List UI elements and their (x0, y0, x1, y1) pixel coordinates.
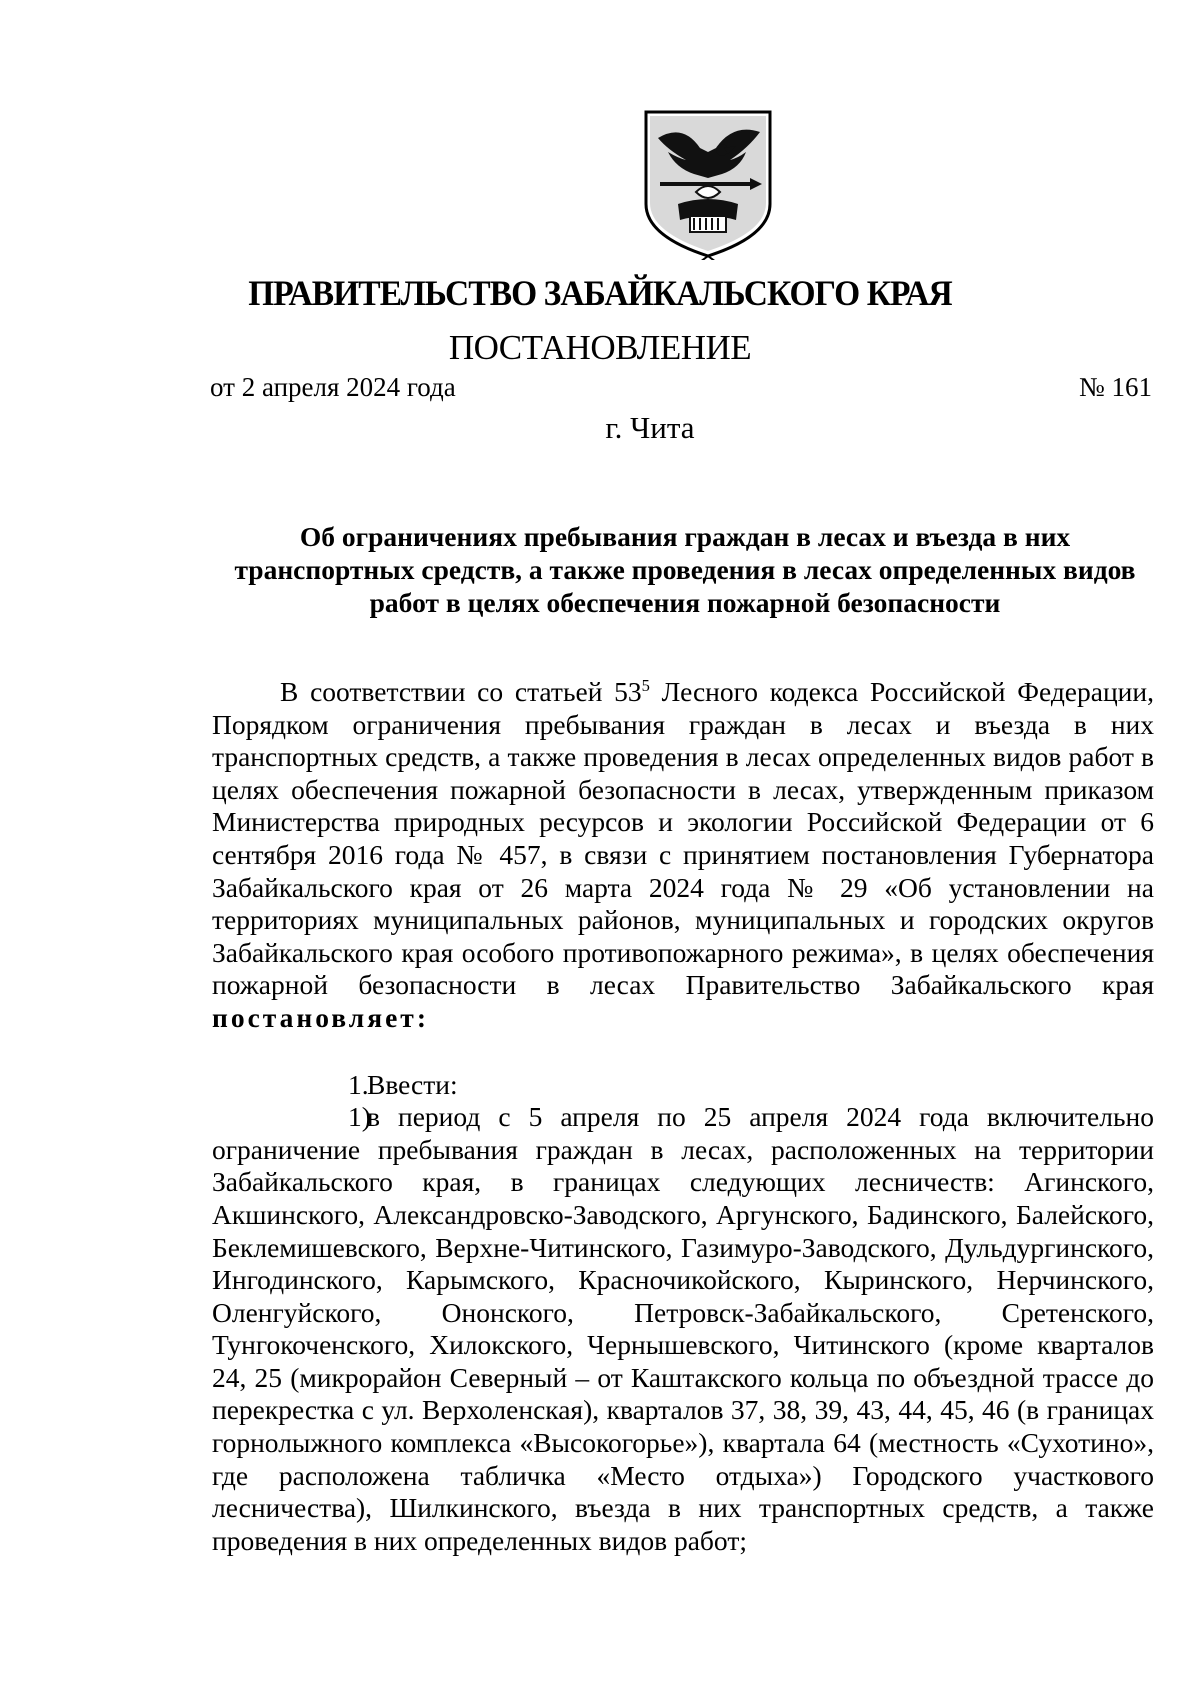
document-type: ПОСТАНОВЛЕНИЕ (448, 328, 752, 367)
document-title (215, 520, 1155, 619)
document-body (212, 676, 1154, 1557)
coat-of-arms-emblem-icon (638, 108, 778, 260)
preamble-paragraph (212, 676, 1154, 1035)
subitem-1 (212, 1101, 1154, 1557)
document-date: от 2 апреля 2024 года (210, 372, 456, 402)
item-1-number: 1. (348, 1068, 369, 1100)
decree-word: постановляет: (212, 1001, 429, 1033)
preamble-text: Лесного кодекса Российской Федерации, Порядком ограничения пребывания граждан в лесах и въезда в них транспортных средств, а также проведения в лесах определенных видов работ в целях обеспечения пожарной безопасности в лесах, утвержденным приказом Министерства природных ресурсов и экологии Российской Федерации от 6 сентября 2016 года № 457, в связи с принятием постановления Губернатора Забайкальского края от 26 марта 2024 года № 29 «Об установлении на территориях муниципальных районов, муниципальных и городских округов Забайкальского края особого противопожарного режима», в целях обеспечения пожарной безопасности в лесах Правительство Забайкальского края (212, 676, 1154, 1001)
document-number: № 161 (1078, 372, 1152, 402)
title-line-3: работ в целях обеспечения пожарной безопасности (369, 587, 1001, 618)
subitem-1-text: в период с 5 апреля по 25 апреля 2024 года включительно ограничение пребывания граждан в лесах, расположенных на территории Забайкальского края, в границах следующих лесничеств: Агинского, Акшинского, Александровско-Заводского, Аргунского, Бадинского, Балейского, Беклемишевского, Верхне-Читинского, Газимуро-Заводского, Дульдургинского, Ингодинского, Карымского, Красночикойского, Кыринского, Нерчинского, Оленгуйского, Ононского, Петровск-Забайкальского, Сретенского, Тунгокоченского, Хилокского, Чернышевского, Читинского (кроме кварталов 24, 25 (микрорайон Северный – от Каштакского кольца по объездной трассе до перекрестка с ул. Верхоленская), кварталов 37, 38, 39, 43, 44, 45, 46 (в границах горнолыжного комплекса «Высокогорье»), квартала 64 (местность «Сухотино», где расположена табличка «Место отдыха») Городского участкового лесничества), Шилкинского, въезда в них транспортных средств, а также проведения в них определенных видов работ; (212, 1101, 1154, 1556)
subitem-1-number: 1) (348, 1101, 371, 1133)
title-line-2: транспортных средств, а также проведения в лесах определенных видов (234, 554, 1136, 585)
document-city: г. Чита (605, 410, 695, 445)
item-1 (212, 1069, 1154, 1102)
title-line-1: Об ограничениях пребывания граждан в лесах и въезда в них (299, 521, 1071, 552)
organization-name: ПРАВИТЕЛЬСТВО ЗАБАЙКАЛЬСКОГО КРАЯ (248, 273, 952, 313)
preamble-start: В соответствии со статьей 53 (280, 676, 642, 707)
article-superscript: 5 (641, 675, 650, 695)
item-1-text: Ввести: (367, 1068, 458, 1100)
